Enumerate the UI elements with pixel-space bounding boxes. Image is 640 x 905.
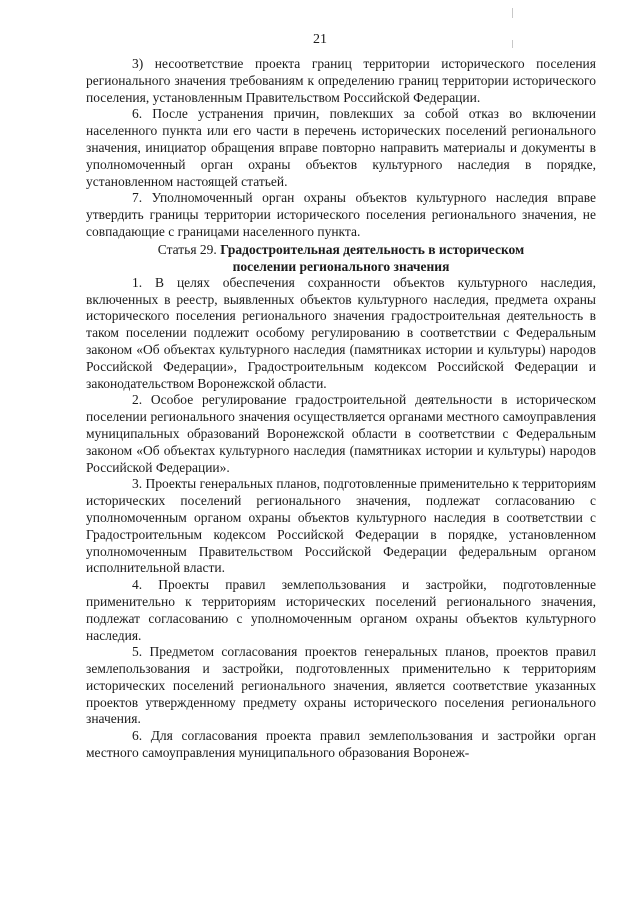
paragraph: 6. Для согласования проекта правил землепользования и застройки орган местного самоуправления муниципального образования Воронеж- [86, 728, 596, 761]
paragraph: 2. Особое регулирование градостроительной деятельности в историческом поселении регионального значения осуществляется органами местного самоуправления муниципальных образований Воронежской области в соответствии с Федеральным законом «Об объектах культурного наследия (памятниках истории и культуры) народов Российской Федерации». [86, 392, 596, 475]
article-title-line2: поселении регионального значения [232, 258, 450, 274]
article-title-line1: Градостроительная деятельность в историческом [220, 241, 525, 257]
paragraph: 3. Проекты генеральных планов, подготовленные применительно к территориям исторических поселений регионального значения, подлежат согласованию с уполномоченным органом охраны объектов культурного наследия в соответствии с Градостроительным кодексом Российской Федерации в порядке, установленном уполномоченным Правительством Российской Федерации федеральным органом исполнительной власти. [86, 476, 597, 576]
paragraph: 1. В целях обеспечения сохранности объектов культурного наследия, включенных в реестр, выявленных объектов культурного наследия, предмета охраны исторического поселения регионального значения градостроительная деятельность в таком поселении подлежит особому регулированию в соответствии с Федеральным законом «Об объектах культурного наследия (памятниках истории и культуры) народов Российской Федерации», Градостроительным кодексом Российской Федерации и законодательством Воронежской области. [86, 274, 596, 391]
article-label: Статья 29. [157, 241, 217, 257]
article-heading [86, 241, 596, 275]
paragraph: 3) несоответствие проекта границ территории исторического поселения регионального значения требованиям к определению границ территории исторического поселения, установленным Правительством Российской Федерации. [86, 56, 596, 105]
paragraph: 6. После устранения причин, повлекших за собой отказ во включении населенного пункта или его части в перечень исторических поселений регионального значения, инициатор обращения вправе повторно направить материалы и документы в уполномоченный орган охраны объектов культурного наследия в порядке, установленном настоящей статьей. [86, 106, 596, 189]
scan-mark [512, 8, 513, 18]
page-number: 21 [313, 32, 327, 47]
document-body [86, 56, 596, 762]
paragraph: 7. Уполномоченный орган охраны объектов культурного наследия вправе утвердить границы территории исторического поселения регионального значения, не совпадающие с границами населенного пункта. [86, 190, 596, 239]
paragraph: 5. Предметом согласования проектов генеральных планов, проектов правил землепользования и застройки, подготовленных применительно к территориям исторических поселений регионального значения, является соответствие указанных проектов утвержденному предмету охраны исторического поселения регионального значения. [86, 644, 596, 727]
paragraph: 4. Проекты правил землепользования и застройки, подготовленные применительно к территориям исторических поселений регионального значения, подлежат согласованию с уполномоченным органом охраны объектов культурного наследия. [86, 577, 596, 643]
